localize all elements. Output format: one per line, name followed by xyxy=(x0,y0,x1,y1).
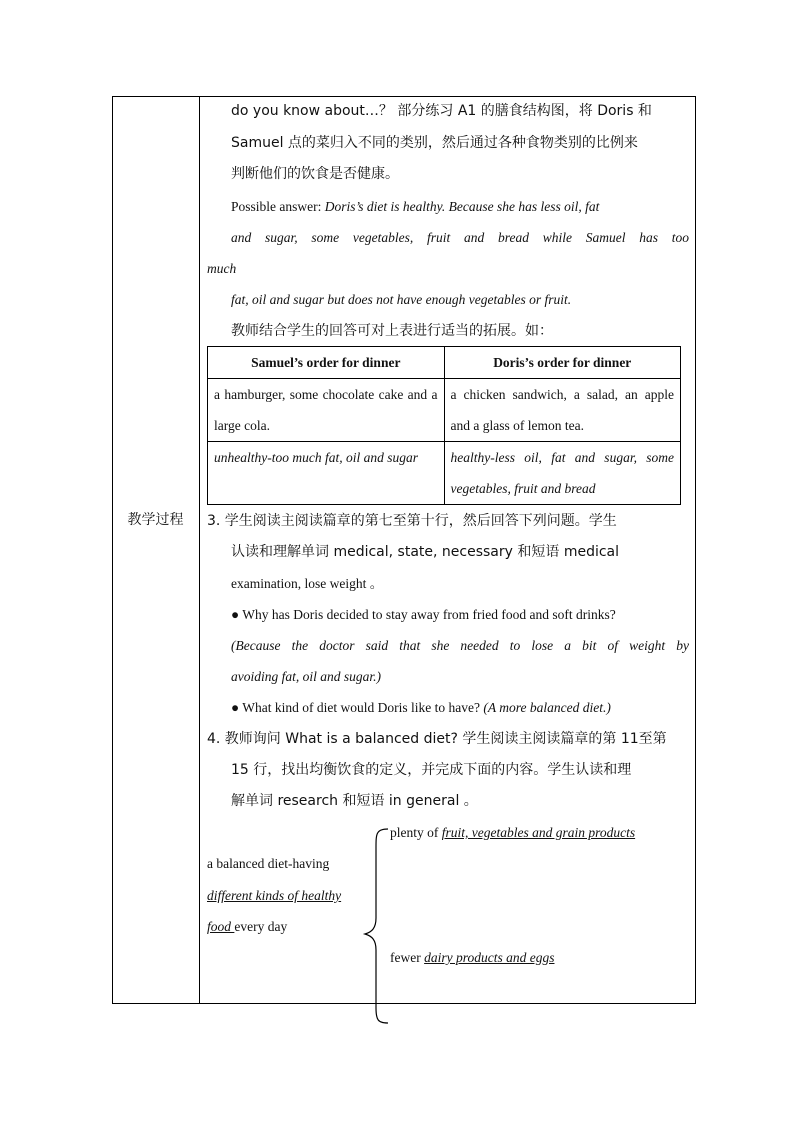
step3-question1: ● Why has Doris decided to stay away from fried food and soft drinks? xyxy=(231,607,616,622)
para1-line1: do you know about…？ 部分练习 A1 的膳食结构图，将 Doris 和 xyxy=(231,103,652,119)
step3-answer1-line2: avoiding fat, oil and sugar.) xyxy=(231,669,382,684)
diagram-fewer-line xyxy=(390,948,554,968)
possible-answer-line2: and sugar, some vegetables, fruit and bread while Samuel has too xyxy=(231,230,689,245)
expand-note: 教师结合学生的回答可对上表进行适当的拓展。如： xyxy=(231,323,553,339)
step4-line1: 4. 教师询问 What is a balanced diet? 学生阅读主阅读篇章的第 11至第 xyxy=(207,731,667,747)
table-row xyxy=(208,442,681,505)
order-comparison-table xyxy=(207,346,681,505)
step4-line3: 解单词 research 和短语 in general 。 xyxy=(231,793,478,809)
diagram-fewer-answer: dairy products and eggs xyxy=(424,950,555,965)
diagram-left-line3 xyxy=(207,917,287,937)
step3-question2-line xyxy=(231,698,611,718)
diagram-left-blank2: food xyxy=(207,919,235,934)
step3-question2: ● What kind of diet would Doris like to have? xyxy=(231,700,480,715)
para1-line2: Samuel 点的菜归入不同的类别，然后通过各种食物类别的比例来 xyxy=(231,135,638,151)
diagram-fewer-prefix: fewer xyxy=(390,950,421,965)
diagram-plenty-prefix: plenty of xyxy=(390,825,439,840)
step3-answer1-line1: (Because the doctor said that she needed to lose a bit of weight by xyxy=(231,638,689,653)
header-doris: Doris’s order for dinner xyxy=(444,347,681,379)
curly-brace-icon xyxy=(362,826,390,1026)
step3-answer2: (A more balanced diet.) xyxy=(483,700,611,715)
possible-answer-line3: much xyxy=(207,261,237,276)
column-divider xyxy=(199,96,200,1004)
step3-line2: 认读和理解单词 medical, state, necessary 和短语 medical xyxy=(231,544,620,560)
table-row xyxy=(208,379,681,442)
possible-answer-line4: fat, oil and sugar but does not have enough vegetables or fruit. xyxy=(231,292,572,307)
diagram-plenty-line xyxy=(390,823,635,843)
doris-evaluation-cell: healthy-less oil, fat and sugar, some vegetables, fruit and bread xyxy=(444,442,681,505)
step4-line2: 15 行，找出均衡饮食的定义，并完成下面的内容。学生认读和理 xyxy=(231,762,632,778)
doris-order-cell: a chicken sandwich, a salad, an apple and a glass of lemon tea. xyxy=(444,379,681,442)
samuel-order-cell: a hamburger, some chocolate cake and a large cola. xyxy=(208,379,445,442)
step3-line1: 3. 学生阅读主阅读篇章的第七至第十行，然后回答下列问题。学生 xyxy=(207,513,617,529)
possible-answer-prefix: Possible answer: xyxy=(231,199,322,214)
step3-line3: examination, lose weight 。 xyxy=(231,576,384,591)
possible-answer-text1: Doris’s diet is healthy. Because she has less oil, fat xyxy=(324,199,600,214)
header-samuel: Samuel’s order for dinner xyxy=(208,347,445,379)
possible-answer-line1 xyxy=(231,197,599,217)
row-label-teaching-process: 教学过程 xyxy=(127,512,184,528)
table-header-row xyxy=(208,347,681,379)
para1-line3: 判断他们的饮食是否健康。 xyxy=(231,166,399,182)
diagram-left-line1: a balanced diet-having xyxy=(207,856,330,871)
diagram-plenty-answer: fruit, vegetables and grain products xyxy=(441,825,636,840)
diagram-left-tail: every day xyxy=(234,919,288,934)
diagram-left-blank1: different kinds of healthy xyxy=(207,888,342,903)
samuel-evaluation-cell: unhealthy-too much fat, oil and sugar xyxy=(208,442,445,505)
